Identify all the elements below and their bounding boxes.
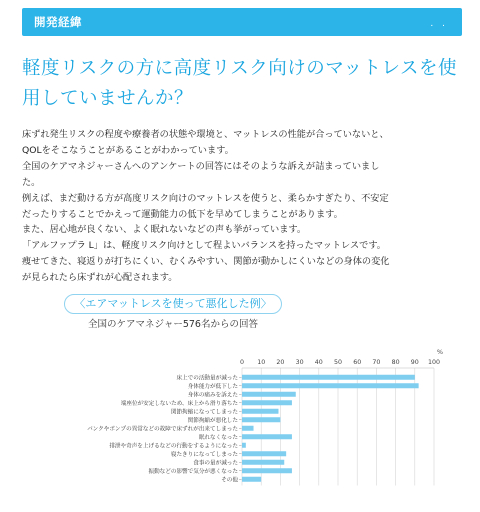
category-label: 排泄や奇声を上げるなどの行動をするようになった <box>109 443 238 450</box>
header-dots: . . <box>430 19 448 29</box>
tick-label: 30 <box>295 359 304 366</box>
section-header <box>22 8 462 36</box>
tick-label: 60 <box>353 359 362 366</box>
tick-label: 50 <box>333 359 343 366</box>
bar <box>242 451 286 456</box>
headline <box>22 54 464 114</box>
body-line: 「アルファプラ L」は、軽度リスク向けとして程よいバランスを持ったマットレスです。 <box>22 240 386 252</box>
tick-label: 70 <box>372 359 381 366</box>
category-label: 身体能力が低下した <box>187 383 238 390</box>
chart-subtitle: 全国のケアマネジャー576名からの回答 <box>88 319 258 330</box>
bar <box>242 468 292 473</box>
bar <box>242 443 246 448</box>
section-title: 開発経緯 <box>34 15 82 29</box>
body-line: 例えば、まだ動ける方が高度リスク向けのマットレスを使うと、柔らかすぎたり、不安定 <box>22 192 389 204</box>
body-line: が見られたら床ずれが心配されます。 <box>22 272 178 284</box>
bar-chart <box>0 340 480 500</box>
tick-label: 90 <box>410 359 419 366</box>
bar <box>242 400 292 405</box>
category-label: 寝たきりになってしまった <box>170 451 238 458</box>
bar <box>242 409 278 414</box>
body-line: 全国のケアマネジャーさんへのアンケートの回答にはそのような訴えが詰まっていまし <box>22 160 380 172</box>
category-label: 床上での活動量が減った <box>176 375 238 382</box>
category-label: 振動などの影響で気分が悪くなった <box>148 468 238 475</box>
headline-line-1: 軽度リスクの方に高度リスク向けのマットレスを使 <box>22 58 457 79</box>
chart-heading <box>64 294 282 334</box>
unit-label: % <box>436 348 444 356</box>
bar <box>242 434 292 439</box>
bar <box>242 417 280 422</box>
bar <box>242 477 261 482</box>
category-label: その他 <box>221 477 238 484</box>
category-label: 食事の量が減った <box>193 460 238 467</box>
body-line: た。 <box>22 176 41 188</box>
category-label: パンクやポンプの異常などの故障で床ずれが出来てしまった <box>87 426 238 433</box>
bar <box>242 460 284 465</box>
bar <box>242 383 419 388</box>
body-line: 痩せてきた、寝返りが打ちにくい、むくみやすい、関節が動かしにくいなどの身体の変化 <box>22 256 390 268</box>
body-line: また、居心地が良くない、よく眠れないなどの声も挙がっています。 <box>22 224 307 236</box>
category-label: 身体の痛みを訴えた <box>187 392 238 399</box>
tick-label: 10 <box>257 359 266 366</box>
body-text <box>22 127 472 286</box>
body-line: QOLをそこなうことがあることがわかっています。 <box>22 144 234 156</box>
category-label: 眠れなくなった <box>198 434 238 441</box>
tick-label: 40 <box>314 359 323 366</box>
bar <box>242 426 254 431</box>
tick-label: 20 <box>276 359 285 366</box>
category-label: 関節拘縮が悪化した <box>187 417 238 424</box>
bar <box>242 392 296 397</box>
body-line: だったりすることでかえって運動能力の低下を早めてしまうことがあります。 <box>22 208 343 220</box>
category-label: 端座位が安定しないため、床上から滑り落ちた <box>120 400 238 407</box>
tick-label: 100 <box>427 359 441 366</box>
headline-line-2: 用していませんか？ <box>22 88 194 109</box>
body-line: 床ずれ発生リスクの程度や療養者の状態や環境と、マットレスの性能が合っていないと、 <box>22 129 389 140</box>
tick-label: 0 <box>239 359 245 366</box>
bar <box>242 375 415 380</box>
category-label: 関節拘縮になってしまった <box>170 409 238 416</box>
tick-label: 80 <box>391 359 400 366</box>
chart-title: 〈エアマットレスを使って悪化した例〉 <box>64 294 282 314</box>
